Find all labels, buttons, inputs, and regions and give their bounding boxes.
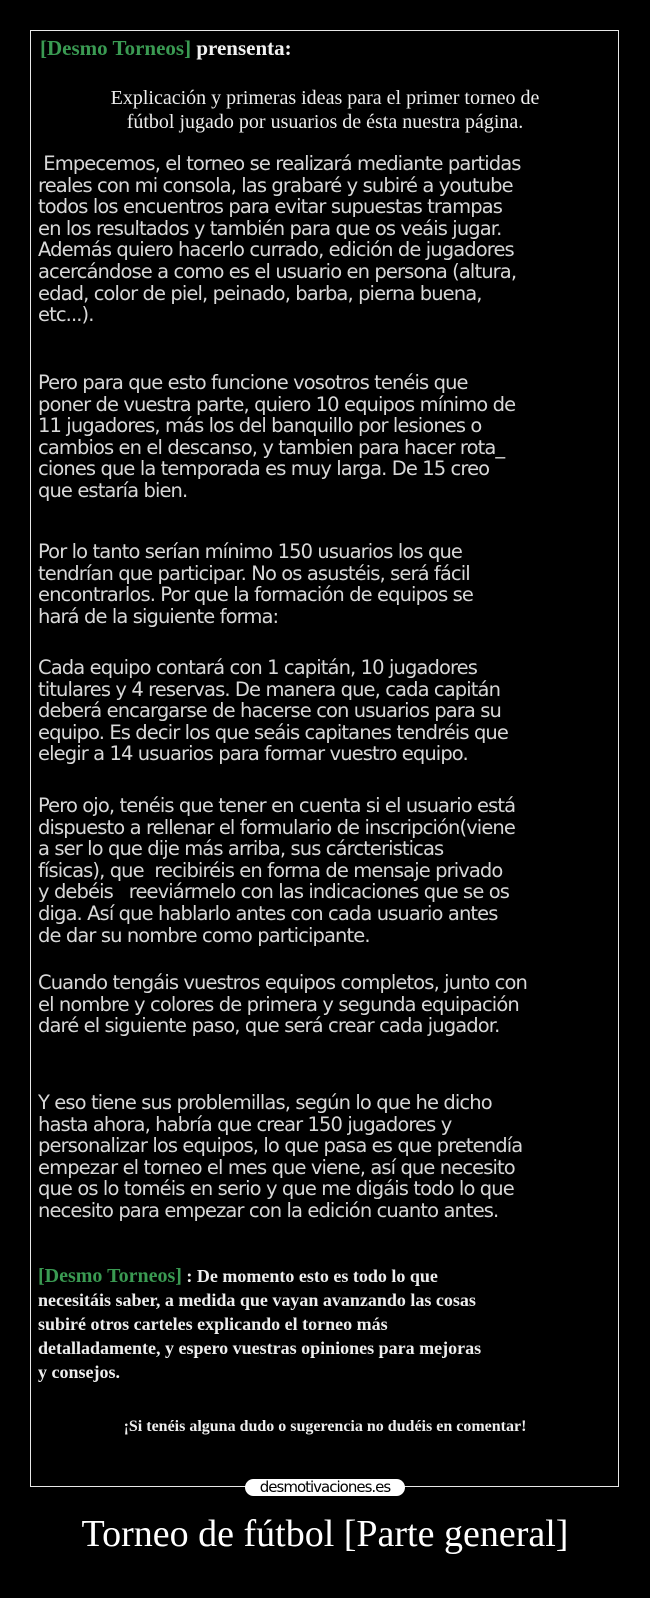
paragraph-line: necesito para empezar con la edición cuanto antes. (38, 1198, 499, 1222)
paragraph-line: y debéis reeviármelo con las indicaciones que se os (38, 880, 510, 904)
paragraph-line: acercándose a como es el usuario en persona (altura, (38, 259, 517, 283)
paragraph (38, 795, 515, 946)
paragraph-line: Además quiero hacerlo currado, edición de jugadores (38, 238, 514, 262)
subtitle-line: Explicación y primeras ideas para el primer torneo de (110, 87, 540, 109)
paragraph-line: que estaría bien. (38, 478, 188, 502)
paragraph (38, 657, 508, 765)
paragraph (38, 972, 527, 1037)
paragraph-line: de dar su nombre como participante. (38, 923, 370, 947)
paragraph (38, 541, 473, 627)
paragraph-line: encontrarlos. Por que la formación de equipos se (38, 583, 473, 607)
paragraph-line: tendrían que participar. No os asustéis, será fácil (38, 561, 470, 585)
paragraph-line: Pero para que esto funcione vosotros tenéis que (38, 371, 468, 394)
paragraph-line: poner de vuestra parte, quiero 10 equipos mínimo de (38, 392, 516, 416)
subtitle-line: fútbol jugado por usuarios de ésta nuestra página. (126, 111, 524, 133)
paragraph-line: Por lo tanto serían mínimo 150 usuarios los que (38, 540, 463, 563)
paragraph-line: hasta ahora, habría que crear 150 jugadores y (38, 1112, 452, 1136)
paragraph-line: Cada equipo contará con 1 capitán, 10 jugadores (38, 656, 478, 679)
subtitle (0, 86, 650, 134)
poster-caption: Torneo de fútbol [Parte general] (81, 1513, 569, 1555)
paragraph-line: 11 jugadores, más los del banquillo por lesiones o (38, 414, 482, 438)
paragraph-line: todos los encuentros para evitar supuestas trampas (38, 195, 502, 219)
paragraph-line: elegir a 14 usuarios para formar vuestro equipo. (38, 742, 468, 766)
paragraph-line: personalizar los equipos, lo que pasa es que pretendía (38, 1134, 523, 1158)
paragraph-line: titulares y 4 reservas. De manera que, cada capitán (38, 677, 501, 701)
brand-tag: [Desmo Torneos] (40, 36, 192, 60)
final-line: subiré otros carteles explicando el torneo más (38, 1314, 388, 1334)
final-line: y consejos. (38, 1362, 120, 1382)
brand-tag: [Desmo Torneos] (38, 1265, 182, 1287)
paragraph-line: deberá encargarse de hacerse con usuarios para su (38, 699, 501, 723)
paragraph-line: que os lo toméis en serio y que me digáis todo lo que (38, 1177, 514, 1201)
final-line: : De momento esto es todo lo que (181, 1266, 438, 1286)
final-line: necesitáis saber, a medida que vayan avanzando las cosas (38, 1290, 476, 1310)
paragraph-line: ciones que la temporada es muy larga. De 15 creo (38, 457, 490, 481)
presents-label: prensenta: (196, 36, 292, 60)
paragraph-line: Cuando tengáis vuestros equipos completos, junto con (38, 971, 527, 994)
paragraph (38, 372, 515, 502)
paragraph (38, 1092, 522, 1222)
final-line: detalladamente, y espero vuestras opiniones para mejoras (38, 1338, 482, 1358)
paragraph-line: reales con mi consola, las grabaré y subiré a youtube (38, 173, 513, 197)
final-note (38, 1264, 481, 1384)
paragraph-line: Y eso tiene sus problemillas, según lo que he dicho (38, 1091, 492, 1114)
paragraph-line: el nombre y colores de primera y segunda equipación (38, 992, 519, 1016)
paragraph-line: físicas), que recibiréis en forma de mensaje privado (38, 858, 503, 882)
paragraph-line: equipo. Es decir los que seáis capitanes tendréis que (38, 720, 508, 744)
paragraph-line: hará de la siguiente forma: (38, 604, 279, 628)
paragraph-line: cambios en el descanso, y tambien para hacer rota_ (38, 435, 505, 459)
paragraph-line: etc...). (38, 303, 94, 327)
paragraph-line: dispuesto a rellenar el formulario de inscripción(viene (38, 815, 515, 839)
paragraph-line: en los resultados y también para que os veáis jugar. (38, 216, 502, 240)
header (40, 36, 292, 61)
paragraph-line: Empecemos, el torneo se realizará mediante partidas (38, 152, 521, 175)
paragraph (38, 153, 521, 326)
paragraph-line: a ser lo que dije más arriba, sus cárcteristicas (38, 837, 444, 861)
watermark-logo[interactable]: desmotivaciones.es (245, 1479, 405, 1496)
paragraph-line: edad, color de piel, peinado, barba, pierna buena, (38, 281, 482, 305)
paragraph-line: daré el siguiente paso, que será crear cada jugador. (38, 1014, 500, 1038)
paragraph-line: diga. Así que hablarlo antes con cada usuario antes (38, 901, 498, 925)
paragraph-line: Pero ojo, tenéis que tener en cuenta si el usuario está (38, 794, 516, 817)
closing-line: ¡Si tenéis alguna dudo o sugerencia no dudéis en comentar! (123, 1418, 527, 1435)
paragraph-line: empezar el torneo el mes que viene, así que necesito (38, 1155, 515, 1179)
